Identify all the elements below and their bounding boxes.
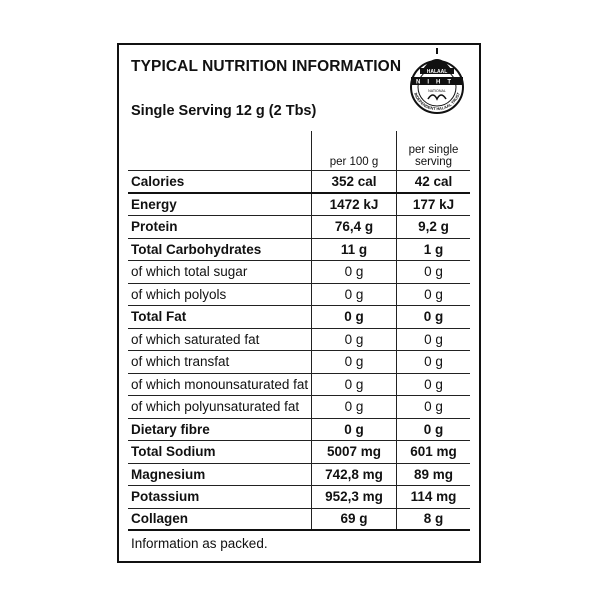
table-header-row bbox=[128, 131, 470, 171]
table-body bbox=[128, 171, 470, 531]
nutrient-name: Magnesium bbox=[131, 466, 206, 482]
value-per-100g: 952,3 mg bbox=[311, 486, 397, 508]
value-per-serving: 601 mg bbox=[410, 444, 457, 460]
nutrient-name: Collagen bbox=[131, 511, 189, 527]
table-row bbox=[128, 486, 470, 509]
nutrient-name: of which polyunsaturated fat bbox=[131, 399, 300, 415]
nutrient-name: of which monounsaturated fat bbox=[131, 376, 309, 392]
table-row bbox=[128, 216, 470, 239]
header-blank bbox=[128, 131, 311, 170]
value-per-serving: 177 kJ bbox=[412, 196, 455, 212]
header-per-serving bbox=[397, 131, 470, 170]
nutrient-name: Total Sodium bbox=[131, 444, 216, 460]
value-per-100g: 11 g bbox=[311, 239, 397, 261]
nutrient-name: Dietary fibre bbox=[131, 421, 210, 437]
value-per-100g: 742,8 mg bbox=[311, 464, 397, 486]
nutrient-name: Energy bbox=[131, 196, 177, 212]
table-row bbox=[128, 306, 470, 329]
nutrition-table bbox=[128, 131, 470, 531]
value-per-serving: 0 g bbox=[424, 286, 443, 302]
value-per-serving: 89 mg bbox=[413, 466, 454, 482]
table-row bbox=[128, 509, 470, 532]
table-row bbox=[128, 329, 470, 352]
table-row bbox=[128, 374, 470, 397]
value-per-serving: 0 g bbox=[423, 309, 444, 325]
value-per-100g: 69 g bbox=[311, 509, 397, 530]
value-per-100g: 0 g bbox=[311, 284, 397, 306]
logo-inner-text: NATIONAL bbox=[428, 89, 446, 93]
nutrient-name: Total Carbohydrates bbox=[131, 241, 262, 257]
nutrient-name: of which saturated fat bbox=[131, 331, 260, 347]
value-per-100g: 0 g bbox=[311, 419, 397, 441]
value-per-serving: 8 g bbox=[423, 511, 444, 527]
nutrition-panel bbox=[117, 43, 481, 563]
header-per-100g: per 100 g bbox=[311, 131, 397, 170]
table-row bbox=[128, 419, 470, 442]
logo-top-text: HALAAL bbox=[426, 69, 448, 75]
value-per-100g: 0 g bbox=[311, 261, 397, 283]
table-row bbox=[128, 441, 470, 464]
value-per-serving: 42 cal bbox=[414, 173, 453, 189]
table-row bbox=[128, 351, 470, 374]
value-per-serving: 0 g bbox=[424, 264, 443, 280]
value-per-100g: 0 g bbox=[311, 396, 397, 418]
value-per-100g: 352 cal bbox=[311, 171, 397, 192]
value-per-100g: 0 g bbox=[311, 329, 397, 351]
value-per-100g: 1472 kJ bbox=[311, 194, 397, 216]
halaal-logo-icon bbox=[402, 47, 472, 117]
logo-ring-text: INDEPENDENT HALAAL TRUST bbox=[413, 91, 461, 112]
table-row bbox=[128, 261, 470, 284]
nutrient-name: Potassium bbox=[131, 489, 200, 505]
table-row bbox=[128, 284, 470, 307]
value-per-100g: 76,4 g bbox=[311, 216, 397, 238]
table-row bbox=[128, 239, 470, 262]
value-per-100g: 0 g bbox=[311, 351, 397, 373]
value-per-100g: 0 g bbox=[311, 374, 397, 396]
header-per-serving-line1: per single bbox=[408, 144, 459, 156]
value-per-serving: 1 g bbox=[423, 241, 444, 257]
table-row bbox=[128, 464, 470, 487]
nutrient-name: of which transfat bbox=[131, 354, 230, 370]
table-row bbox=[128, 171, 470, 194]
table-row bbox=[128, 396, 470, 419]
value-per-serving: 0 g bbox=[423, 421, 444, 437]
value-per-serving: 114 mg bbox=[410, 489, 457, 505]
value-per-100g: 0 g bbox=[311, 306, 397, 328]
panel-title: TYPICAL NUTRITION INFORMATION bbox=[131, 58, 402, 75]
value-per-serving: 0 g bbox=[424, 376, 443, 392]
nutrient-name: Calories bbox=[131, 173, 185, 189]
nutrient-name: of which total sugar bbox=[131, 264, 248, 280]
nutrient-name: of which polyols bbox=[131, 286, 227, 302]
value-per-100g: 5007 mg bbox=[311, 441, 397, 463]
value-per-serving: 0 g bbox=[424, 354, 443, 370]
footer-note: Information as packed. bbox=[131, 536, 268, 551]
value-per-serving: 0 g bbox=[424, 399, 443, 415]
table-row bbox=[128, 194, 470, 217]
value-per-serving: 0 g bbox=[424, 331, 443, 347]
header-per-serving-line2: serving bbox=[414, 156, 453, 168]
nutrient-name: Protein bbox=[131, 219, 178, 235]
serving-size: Single Serving 12 g (2 Tbs) bbox=[131, 103, 317, 119]
nutrient-name: Total Fat bbox=[131, 309, 187, 325]
value-per-serving: 9,2 g bbox=[418, 219, 449, 235]
logo-side-letters: NIHT bbox=[416, 79, 458, 86]
